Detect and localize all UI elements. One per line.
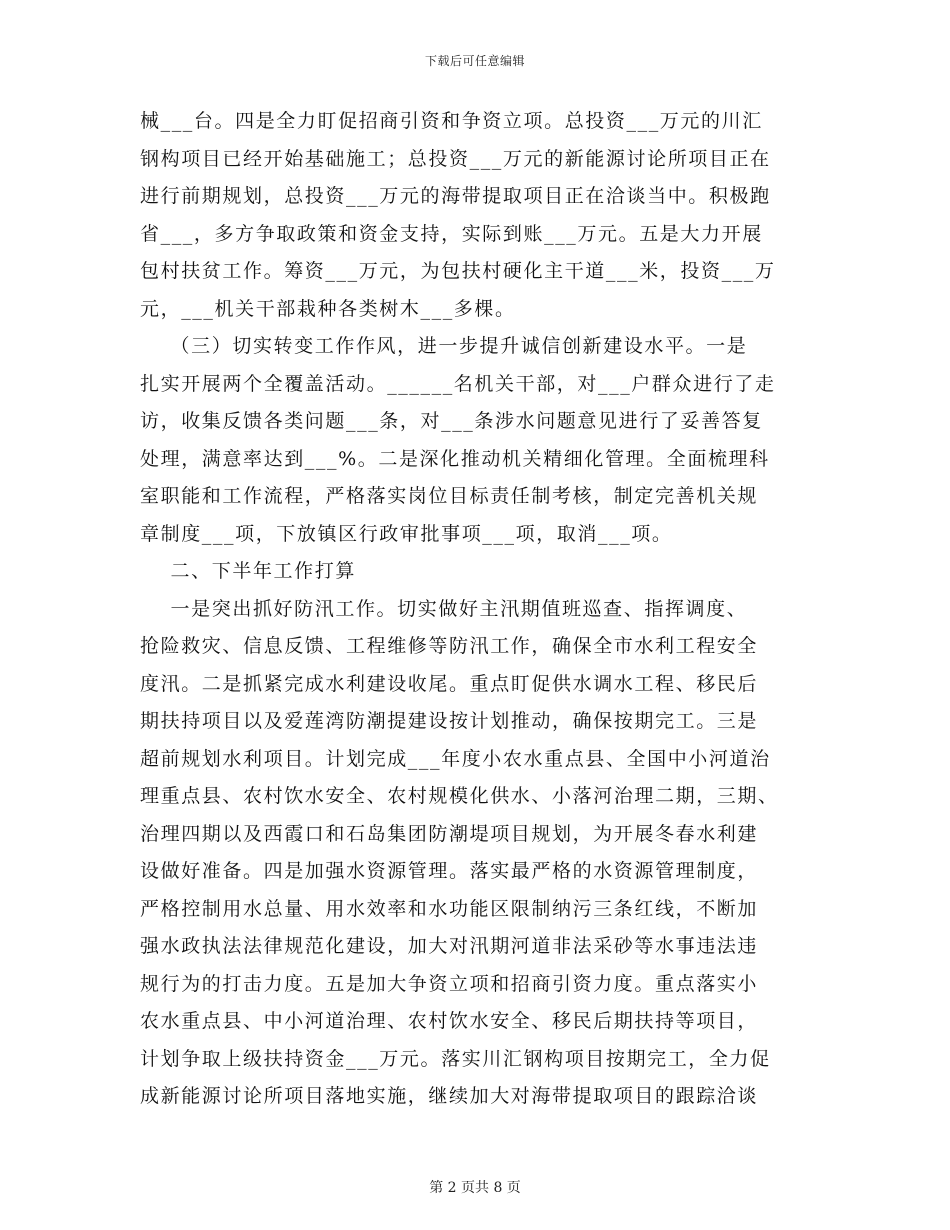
text-line: 抢险救灾、信息反馈、工程维修等防汛工作，确保全市水利工程安全	[140, 635, 759, 657]
text-line: 设做好准备。四是加强水资源管理。落实最严格的水资源管理制度，	[140, 860, 759, 882]
text-line: 钢构项目已经开始基础施工；总投资___万元的新能源讨论所项目正在	[140, 147, 771, 170]
text-line: 一是突出抓好防汛工作。切实做好主汛期值班巡查、指挥调度、	[140, 597, 748, 620]
text-line: 进行前期规划，总投资___万元的海带提取项目正在洽谈当中。积极跑	[140, 185, 771, 207]
text-line: 章制度___项，下放镇区行政审批事项___项，取消___项。	[140, 522, 673, 545]
text-line: 计划争取上级扶持资金___万元。落实川汇钢构项目按期完工，全力促	[140, 1047, 771, 1070]
text-line: 治理四期以及西霞口和石岛集团防潮堤项目规划，为开展冬春水利建	[140, 822, 759, 845]
text-line: 处理，满意率达到___%。二是深化推动机关精细化管理。全面梳理科	[140, 447, 770, 470]
text-line: 期扶持项目以及爱莲湾防潮提建设按计划推动，确保按期完工。三是	[140, 710, 759, 732]
text-line: 成新能源讨论所项目落地实施，继续加大对海带提取项目的跟踪洽谈	[140, 1085, 759, 1107]
text-line: 规行为的打击力度。五是加大争资立项和招商引资力度。重点落实小	[140, 972, 759, 995]
text-line: 省___，多方争取政策和资金支持，实际到账___万元。五是大力开展	[140, 222, 763, 245]
text-line: 理重点县、农村饮水安全、农村规模化供水、小落河治理二期，三期、	[140, 785, 779, 807]
text-line: 度汛。二是抓紧完成水利建设收尾。重点盯促供水调水工程、移民后	[140, 672, 759, 695]
text-line: 农水重点县、中小河道治理、农村饮水安全、移民后期扶持等项目，	[140, 1010, 759, 1032]
document-body	[140, 103, 810, 1116]
text-line: 包村扶贫工作。筹资___万元，为包扶村硬化主干道___米，投资___万	[140, 260, 776, 282]
text-line: 访，收集反馈各类问题___条，对___条涉水问题意见进行了妥善答复	[140, 410, 763, 432]
text-line: 强水政执法法律规范化建设，加大对汛期河道非法采砂等水事违法违	[140, 935, 759, 957]
text-line: 严格控制用水总量、用水效率和水功能区限制纳污三条红线，不断加	[140, 897, 759, 920]
text-line: 元，___机关干部栽种各类树木___多棵。	[140, 297, 516, 320]
page-footer: 第 2 页共 8 页	[429, 1180, 521, 1196]
section-heading-line: （三）切实转变工作作风，进一步提升诚信创新建设水平。一是	[140, 335, 748, 357]
text-line: 超前规划水利项目。计划完成___年度小农水重点县、全国中小河道治	[140, 747, 771, 770]
text-line: 扎实开展两个全覆盖活动。______名机关干部，对___户群众进行了走	[140, 372, 776, 395]
section-heading: 二、下半年工作打算	[140, 560, 356, 582]
text-line: 室职能和工作流程，严格落实岗位目标责任制考核，制定完善机关规	[140, 485, 759, 507]
text-line: 械___台。四是全力盯促招商引资和争资立项。总投资___万元的川汇	[140, 110, 763, 132]
page-header: 下载后可任意编辑	[424, 54, 525, 68]
